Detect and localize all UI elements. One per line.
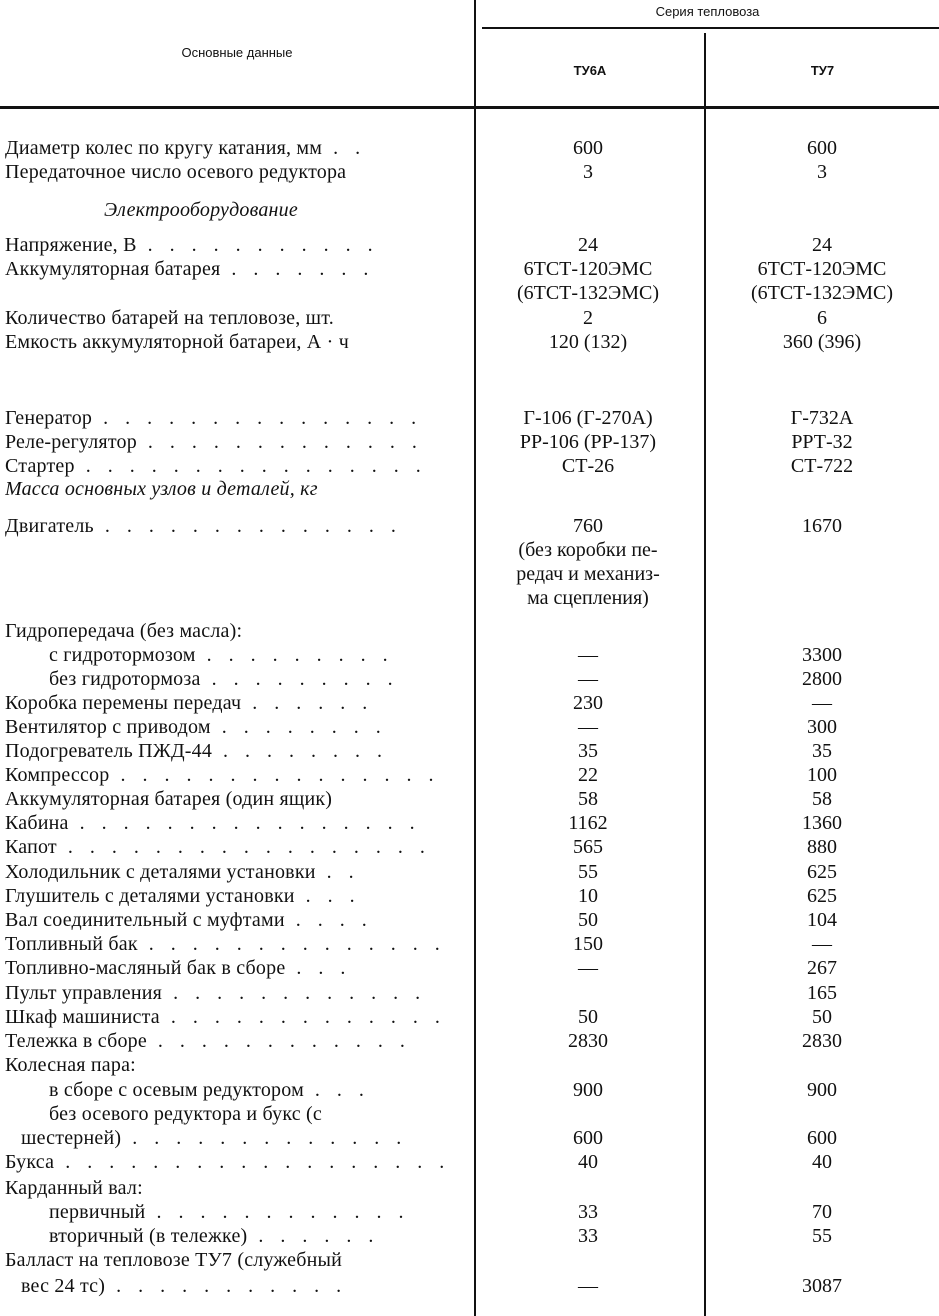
value-tu7: РРТ-32 xyxy=(791,431,853,453)
value-tu6a: 22 xyxy=(578,764,598,786)
row-label xyxy=(5,715,465,739)
value-tu6a: 6ТСТ-120ЭМС xyxy=(523,258,653,280)
row-label xyxy=(5,763,465,787)
leader-dots: . . . . . . . . . . . . . . . . . . xyxy=(54,1151,451,1173)
table-row xyxy=(0,1078,939,1102)
table-row xyxy=(0,908,939,932)
table-row xyxy=(0,430,939,454)
table-row xyxy=(0,691,939,715)
table-row xyxy=(0,1200,939,1224)
value-tu6a: 58 xyxy=(578,788,598,810)
header-series-group: Серия тепловоза xyxy=(655,4,760,19)
series-underline xyxy=(482,27,939,29)
leader-dots: . . . . . . . . . . . . xyxy=(162,982,427,1004)
value-tu6a: СТ-26 xyxy=(561,455,615,477)
row-label xyxy=(5,514,465,538)
value-tu7: 600 xyxy=(807,137,837,159)
leader-dots: . . . . . . . . . . . . . . . . . xyxy=(56,836,431,858)
value-tu7: 3087 xyxy=(802,1275,842,1297)
value-tu6a: — xyxy=(578,716,598,738)
leader-dots: . . . . . . . . . xyxy=(200,668,399,690)
row-label-text: Топливный бак xyxy=(5,933,138,955)
value-tu6a: 1162 xyxy=(568,812,608,834)
leader-dots: . . xyxy=(322,137,367,159)
value-tu7: 40 xyxy=(812,1151,832,1173)
row-label-text: Капот xyxy=(5,836,57,858)
value-tu6a: 230 xyxy=(573,692,603,714)
value-tu7: 2800 xyxy=(802,668,842,690)
row-label-text: Вентилятор с приводом xyxy=(5,716,211,738)
table-row xyxy=(0,981,939,1005)
row-label xyxy=(5,619,465,643)
table-row xyxy=(0,233,939,257)
row-label-text: в сборе с осевым редуктором xyxy=(49,1079,304,1101)
value-tu7: 600 xyxy=(807,1127,837,1149)
value-tu7: 24 xyxy=(812,234,832,256)
table-row xyxy=(0,406,939,430)
value-tu6a: 900 xyxy=(573,1079,603,1101)
table-row xyxy=(0,1126,939,1150)
table-row xyxy=(0,956,939,980)
table-row xyxy=(0,835,939,859)
row-label-text: Стартер xyxy=(5,455,75,477)
row-label xyxy=(5,932,465,956)
row-label xyxy=(5,1102,509,1126)
value-tu6a: 33 xyxy=(578,1225,598,1247)
leader-dots: . . . xyxy=(285,957,352,979)
row-label xyxy=(5,1029,465,1053)
table-row xyxy=(0,932,939,956)
table-row xyxy=(0,739,939,763)
leader-dots: . . . . . . xyxy=(241,692,374,714)
value-tu7: 880 xyxy=(807,836,837,858)
value-tu6a: 2 xyxy=(583,307,593,329)
leader-dots: . . . . . . . . . . . xyxy=(136,234,379,256)
value-tu6a: Г-106 (Г-270А) xyxy=(523,407,653,429)
leader-dots: . . . . . . . . . . . . . . . . xyxy=(68,812,421,834)
row-label-text: с гидротормозом xyxy=(49,644,196,666)
row-label xyxy=(5,1150,465,1174)
table-row xyxy=(0,306,939,330)
table-row xyxy=(0,715,939,739)
leader-dots: . . . . . . xyxy=(247,1225,380,1247)
row-label xyxy=(5,691,465,715)
table-row xyxy=(0,643,939,667)
value-tu7: 55 xyxy=(812,1225,832,1247)
table-row xyxy=(0,586,939,610)
row-label xyxy=(5,835,465,859)
table-row xyxy=(0,787,939,811)
value-tu7: 100 xyxy=(807,764,837,786)
row-label xyxy=(5,956,465,980)
value-tu7: 3300 xyxy=(802,644,842,666)
table-row xyxy=(0,1224,939,1248)
value-tu7: — xyxy=(812,692,832,714)
row-label xyxy=(5,257,465,281)
value-tu7: СТ-722 xyxy=(790,455,854,477)
value-tu6a: (без коробки пе- xyxy=(518,539,658,561)
row-label xyxy=(5,1176,465,1200)
section-title: Электрооборудование xyxy=(104,199,298,221)
row-label-text: Вал соединительный с муфтами xyxy=(5,909,285,931)
row-label-text: шестерней) xyxy=(21,1127,122,1149)
value-tu6a: 24 xyxy=(578,234,598,256)
row-label xyxy=(5,1224,509,1248)
leader-dots: . . . . . . . . . xyxy=(195,644,394,666)
value-tu7: 165 xyxy=(807,982,837,1004)
leader-dots: . . . . . . . . . . . . . xyxy=(121,1127,408,1149)
table-row xyxy=(0,136,939,160)
row-label xyxy=(5,1200,509,1224)
header-bottom-rule xyxy=(0,106,939,109)
value-tu6a: — xyxy=(578,668,598,690)
row-label-text: Колесная пара: xyxy=(5,1054,136,1076)
value-tu7: 1670 xyxy=(802,515,842,537)
row-label-text: Карданный вал: xyxy=(5,1177,143,1199)
row-label-text: Компрессор xyxy=(5,764,110,786)
leader-dots: . . . . xyxy=(284,909,373,931)
row-label xyxy=(5,1248,465,1272)
value-tu7: 50 xyxy=(812,1006,832,1028)
leader-dots: . . . xyxy=(303,1079,370,1101)
value-tu6a: 33 xyxy=(578,1201,598,1223)
row-label xyxy=(5,1274,481,1298)
row-label xyxy=(5,667,509,691)
row-label xyxy=(5,739,465,763)
row-label xyxy=(5,643,509,667)
row-label xyxy=(5,860,465,884)
value-tu7: 58 xyxy=(812,788,832,810)
leader-dots: . . . . . . . . . . . . . . . xyxy=(109,764,440,786)
table-row xyxy=(0,538,939,562)
header-basic-data: Основные данные xyxy=(181,45,293,60)
value-tu6a: — xyxy=(578,644,598,666)
row-label-text: Напряжение, В xyxy=(5,234,137,256)
row-label xyxy=(5,1126,481,1150)
row-label xyxy=(5,787,465,811)
table-row xyxy=(0,811,939,835)
table-row xyxy=(0,1053,939,1077)
header-col-tu6a: ТУ6А xyxy=(573,63,607,78)
row-label-text: Топливно-масляный бак в сборе xyxy=(5,957,286,979)
leader-dots: . . . . . . . . . . . . . . xyxy=(93,515,402,537)
value-tu7: (6ТСТ-132ЭМС) xyxy=(750,282,894,304)
row-label-text: Аккумуляторная батарея xyxy=(5,258,221,280)
leader-dots: . . . . . . . . . . . . xyxy=(145,1201,410,1223)
value-tu7: 300 xyxy=(807,716,837,738)
row-label xyxy=(5,811,465,835)
row-label-text: Глушитель с деталями установки xyxy=(5,885,295,907)
row-label xyxy=(5,981,465,1005)
row-label-text: Букса xyxy=(5,1151,55,1173)
table-row xyxy=(0,884,939,908)
leader-dots: . . . . . . . xyxy=(220,258,375,280)
row-label-text: Количество батарей на тепловозе, шт. xyxy=(5,307,334,329)
table-row xyxy=(0,860,939,884)
value-tu7: 625 xyxy=(807,885,837,907)
value-tu6a: ма сцепления) xyxy=(527,587,649,609)
value-tu6a: 50 xyxy=(578,909,598,931)
row-label-text: Коробка перемены передач xyxy=(5,692,242,714)
value-tu7: 267 xyxy=(807,957,837,979)
row-label xyxy=(5,1078,509,1102)
row-label-text: Емкость аккумуляторной батареи, А · ч xyxy=(5,331,349,353)
row-label-text: Двигатель xyxy=(5,515,94,537)
row-label-text: Диаметр колес по кругу катания, мм xyxy=(5,137,323,159)
table-row xyxy=(0,1248,939,1272)
row-label xyxy=(5,136,465,160)
row-label-text: первичный xyxy=(49,1201,146,1223)
row-label-text: вес 24 тс) xyxy=(21,1275,106,1297)
value-tu6a: 10 xyxy=(578,885,598,907)
value-tu6a: 150 xyxy=(573,933,603,955)
value-tu6a: РР-106 (РР-137) xyxy=(519,431,657,453)
table-row xyxy=(0,562,939,586)
row-label-text: Тележка в сборе xyxy=(5,1030,147,1052)
value-tu7: — xyxy=(812,933,832,955)
value-tu6a: (6ТСТ-132ЭМС) xyxy=(516,282,660,304)
row-label xyxy=(5,430,465,454)
table-row xyxy=(0,257,939,281)
value-tu6a: — xyxy=(578,1275,598,1297)
table-row xyxy=(0,330,939,354)
table-row xyxy=(0,281,939,305)
row-label xyxy=(5,406,465,430)
row-label-text: без осевого редуктора и букс (с xyxy=(49,1103,322,1125)
leader-dots: . . . . . . . . . . . . . . . . xyxy=(74,455,427,477)
value-tu7: 3 xyxy=(817,161,827,183)
value-tu7: 900 xyxy=(807,1079,837,1101)
value-tu6a: 50 xyxy=(578,1006,598,1028)
table-row xyxy=(0,667,939,691)
table-row xyxy=(0,514,939,538)
leader-dots: . . . . . . . . . . . . . . . xyxy=(92,407,423,429)
section-title: Масса основных узлов и деталей, кг xyxy=(5,478,318,500)
value-tu6a: 55 xyxy=(578,861,598,883)
row-label xyxy=(5,233,465,257)
value-tu7: 2830 xyxy=(802,1030,842,1052)
value-tu6a: 760 xyxy=(573,515,603,537)
leader-dots: . . . . . . . . xyxy=(210,716,387,738)
row-label-text: Кабина xyxy=(5,812,69,834)
table-row xyxy=(0,1150,939,1174)
value-tu6a: 600 xyxy=(573,1127,603,1149)
leader-dots: . . . xyxy=(294,885,361,907)
row-label-text: Передаточное число осевого редуктора xyxy=(5,161,347,183)
row-label xyxy=(5,1005,465,1029)
value-tu6a: — xyxy=(578,957,598,979)
value-tu7: Г-732А xyxy=(790,407,854,429)
row-label-text: Балласт на тепловозе ТУ7 (служебный xyxy=(5,1249,343,1271)
table-row xyxy=(0,619,939,643)
table-row xyxy=(0,1176,939,1200)
section-heading xyxy=(0,477,939,501)
table-row xyxy=(0,1274,939,1298)
row-label xyxy=(5,908,465,932)
row-label xyxy=(5,330,465,354)
table-row xyxy=(0,1005,939,1029)
value-tu6a: редач и механиз- xyxy=(516,563,660,585)
value-tu7: 70 xyxy=(812,1201,832,1223)
row-label-text: Реле-регулятор xyxy=(5,431,137,453)
header-col-tu7: ТУ7 xyxy=(810,63,835,78)
leader-dots: . . xyxy=(315,861,360,883)
leader-dots: . . . . . . . . . . . . . xyxy=(136,431,423,453)
value-tu6a: 565 xyxy=(573,836,603,858)
section-heading xyxy=(0,198,939,222)
row-label-text: Генератор xyxy=(5,407,93,429)
row-label-text: Шкаф машиниста xyxy=(5,1006,160,1028)
leader-dots: . . . . . . . . . . . . . . xyxy=(137,933,446,955)
value-tu7: 6 xyxy=(817,307,827,329)
value-tu6a: 40 xyxy=(578,1151,598,1173)
table-row xyxy=(0,160,939,184)
leader-dots: . . . . . . . . . . . xyxy=(105,1275,348,1297)
value-tu7: 104 xyxy=(807,909,837,931)
value-tu6a: 3 xyxy=(583,161,593,183)
value-tu7: 35 xyxy=(812,740,832,762)
leader-dots: . . . . . . . . xyxy=(212,740,389,762)
row-label-text: Пульт управления xyxy=(5,982,163,1004)
leader-dots: . . . . . . . . . . . . xyxy=(146,1030,411,1052)
row-label xyxy=(5,454,465,478)
table-row xyxy=(0,1029,939,1053)
value-tu6a: 120 (132) xyxy=(548,331,628,353)
row-label-text: вторичный (в тележке) xyxy=(49,1225,248,1247)
row-label xyxy=(5,160,465,184)
row-label xyxy=(5,1053,465,1077)
value-tu7: 6ТСТ-120ЭМС xyxy=(757,258,887,280)
value-tu7: 1360 xyxy=(802,812,842,834)
table-row xyxy=(0,454,939,478)
value-tu7: 625 xyxy=(807,861,837,883)
table-row xyxy=(0,763,939,787)
row-label xyxy=(5,884,465,908)
value-tu7: 360 (396) xyxy=(782,331,862,353)
value-tu6a: 2830 xyxy=(568,1030,608,1052)
row-label-text: Холодильник с деталями установки xyxy=(5,861,316,883)
value-tu6a: 35 xyxy=(578,740,598,762)
leader-dots: . . . . . . . . . . . . . xyxy=(159,1006,446,1028)
row-label xyxy=(5,306,465,330)
table-row xyxy=(0,1102,939,1126)
row-label-text: Подогреватель ПЖД-44 xyxy=(5,740,213,762)
row-label-text: Аккумуляторная батарея (один ящик) xyxy=(5,788,333,810)
row-label-text: Гидропередача (без масла): xyxy=(5,620,243,642)
row-label-text: без гидротормоза xyxy=(49,668,201,690)
value-tu6a: 600 xyxy=(573,137,603,159)
